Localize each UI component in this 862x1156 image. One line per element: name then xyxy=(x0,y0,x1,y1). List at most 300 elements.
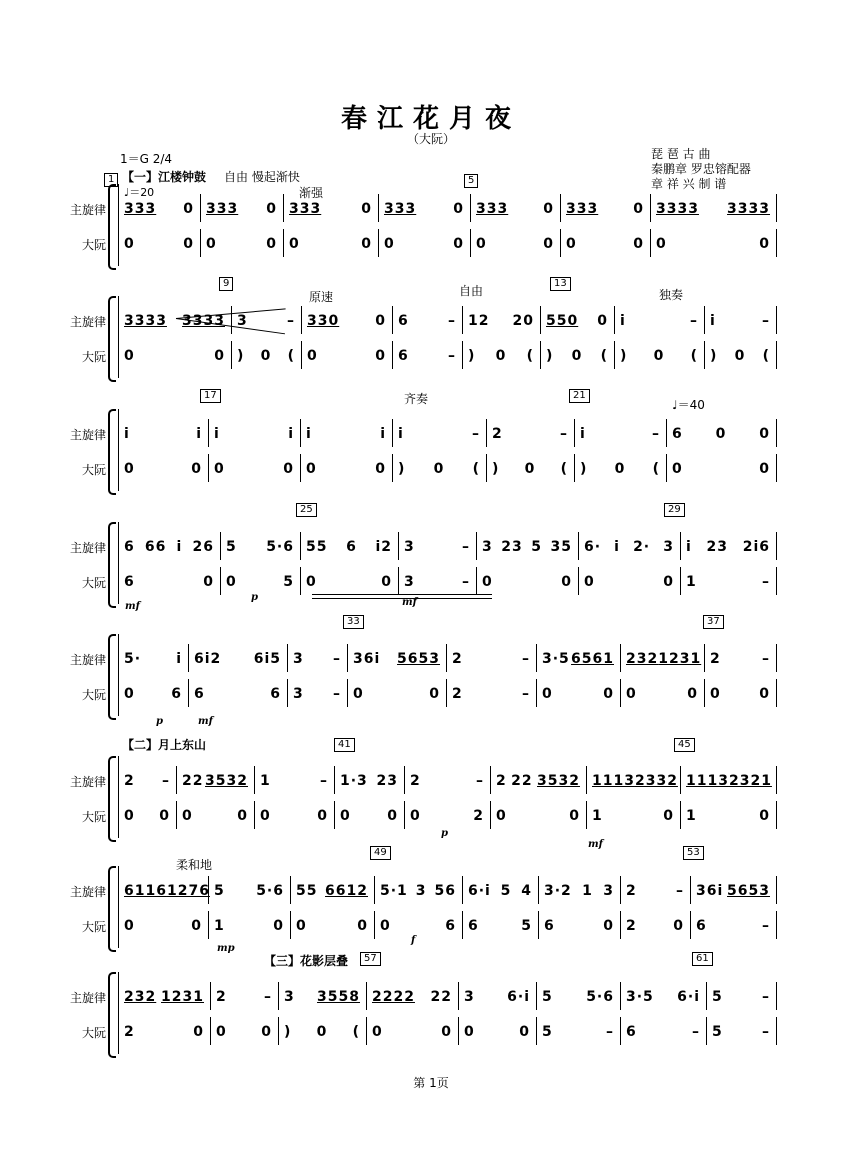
note-group: 66 xyxy=(144,539,167,555)
note-group: 2 xyxy=(626,883,637,899)
barline xyxy=(374,876,375,904)
note-group: i xyxy=(710,313,716,329)
barline xyxy=(301,306,302,334)
system-line xyxy=(118,972,119,1054)
barline xyxy=(176,801,177,829)
note-group: 6 xyxy=(270,686,281,702)
barline xyxy=(776,644,777,672)
melody-measure xyxy=(672,423,770,445)
note-group: – xyxy=(287,313,295,329)
daruan-measure xyxy=(626,683,698,705)
note-group: 0 xyxy=(124,808,135,824)
barline xyxy=(776,679,777,707)
note-group: i xyxy=(580,426,586,442)
note-group: – xyxy=(762,313,770,329)
note-group: 333 xyxy=(566,201,599,217)
barline xyxy=(220,567,221,595)
system-brace xyxy=(108,756,116,842)
note-group: ) xyxy=(237,348,245,364)
note-group: 6 xyxy=(124,574,135,590)
barline xyxy=(536,644,537,672)
note-group: 6561 xyxy=(571,651,614,667)
note-group: 0 xyxy=(656,236,667,252)
note-group: 0 xyxy=(375,313,386,329)
credit-line-2: 秦鹏章 罗忠镕配器 xyxy=(651,162,751,176)
melody-measure xyxy=(626,648,702,670)
barline xyxy=(490,766,491,794)
system-brace xyxy=(108,634,116,720)
barline xyxy=(378,194,379,222)
note-group: 333 xyxy=(289,201,322,217)
daruan-measure xyxy=(182,805,248,827)
note-group: 0 xyxy=(159,808,170,824)
daruan-measure xyxy=(307,345,386,367)
note-group: 1231 xyxy=(161,989,204,1005)
note-group: 1·3 xyxy=(340,773,368,789)
note-group: 1 xyxy=(260,773,271,789)
barline xyxy=(290,876,291,904)
daruan-measure xyxy=(476,233,554,255)
barline xyxy=(392,419,393,447)
note-group: i xyxy=(380,426,386,442)
note-group: 5 xyxy=(542,989,553,1005)
note-group: 2332 xyxy=(634,773,678,789)
melody-measure xyxy=(289,198,372,220)
note-group: 0 xyxy=(283,461,294,477)
part-label-melody: 主旋律 xyxy=(69,203,106,217)
score-subtitle: （大阮） xyxy=(406,132,455,146)
note-group: 0 xyxy=(273,918,284,934)
system-line xyxy=(118,634,119,716)
melody-measure xyxy=(710,648,770,670)
part-label-daruan: 大阮 xyxy=(81,238,106,252)
note-group: 0 xyxy=(307,348,318,364)
note-group: 0 xyxy=(306,574,317,590)
note-group: 22 xyxy=(182,773,204,789)
note-group: i xyxy=(196,426,202,442)
note-group: 2 xyxy=(626,918,637,934)
note-group: 0 xyxy=(759,808,770,824)
barline xyxy=(462,306,463,334)
note-group: 0 xyxy=(124,236,135,252)
note-group: 3 xyxy=(237,313,248,329)
note-group: 0 xyxy=(561,574,572,590)
note-group: 6612 xyxy=(325,883,368,899)
note-group: 1 xyxy=(686,808,697,824)
daruan-measure xyxy=(546,345,608,367)
melody-measure xyxy=(307,310,386,332)
note-group: 2· xyxy=(633,539,651,555)
note-group: – xyxy=(448,313,456,329)
barline xyxy=(536,982,537,1010)
system-brace xyxy=(108,972,116,1058)
note-group: 3333 xyxy=(182,313,225,329)
note-group: 0 xyxy=(261,1024,272,1040)
expression-original-tempo: 原速 xyxy=(309,290,334,304)
melody-measure xyxy=(124,423,202,445)
barline xyxy=(650,194,651,222)
note-group: 1113 xyxy=(686,773,729,789)
dynamic-mark: p xyxy=(441,828,448,839)
daruan-measure xyxy=(626,915,684,937)
daruan-measure xyxy=(124,345,225,367)
note-group: 3 xyxy=(663,539,674,555)
note-group: – xyxy=(762,1024,770,1040)
note-group: 5 xyxy=(500,883,512,899)
barline xyxy=(614,341,615,369)
note-group: i xyxy=(214,426,220,442)
melody-measure xyxy=(542,986,614,1008)
barline xyxy=(374,911,375,939)
daruan-measure xyxy=(620,345,698,367)
measure-number: 57 xyxy=(360,952,381,966)
barline xyxy=(486,419,487,447)
note-group: i xyxy=(176,539,183,555)
note-group: 5·6 xyxy=(586,989,614,1005)
barline xyxy=(490,801,491,829)
note-group: 0 xyxy=(603,918,614,934)
note-group: 0 xyxy=(476,236,487,252)
barline xyxy=(620,982,621,1010)
daruan-measure xyxy=(124,683,182,705)
daruan-measure xyxy=(580,458,660,480)
note-group: 6 xyxy=(544,918,555,934)
daruan-measure xyxy=(206,233,277,255)
melody-measure xyxy=(580,423,660,445)
note-group: 2 xyxy=(216,989,227,1005)
barline xyxy=(560,229,561,257)
note-group: 0 xyxy=(633,236,644,252)
barline xyxy=(620,1017,621,1045)
note-group: 3 xyxy=(482,539,493,555)
dynamic-mark: p xyxy=(251,592,258,603)
melody-measure xyxy=(372,986,452,1008)
note-group: 6 xyxy=(346,539,357,555)
note-group: 0 xyxy=(759,236,770,252)
note-group: 23 xyxy=(376,773,398,789)
note-group: 0 xyxy=(289,236,300,252)
part-label-melody: 主旋律 xyxy=(69,991,106,1005)
note-group: 0 xyxy=(495,348,507,364)
crescendo-line xyxy=(312,594,492,595)
note-group: 5·6 xyxy=(266,539,294,555)
melody-measure xyxy=(216,986,272,1008)
dynamic-mark: f xyxy=(411,935,416,946)
part-label-melody: 主旋律 xyxy=(69,775,106,789)
barline xyxy=(347,679,348,707)
note-group: ) xyxy=(620,348,628,364)
barline xyxy=(278,1017,279,1045)
note-group: 0 xyxy=(214,461,225,477)
note-group: 0 xyxy=(441,1024,452,1040)
note-group: 0 xyxy=(614,461,626,477)
melody-measure xyxy=(584,536,674,558)
note-group: 5 xyxy=(283,574,294,590)
daruan-measure xyxy=(464,1021,530,1043)
melody-measure xyxy=(306,423,386,445)
dynamic-mark: p xyxy=(156,716,163,727)
note-group: 3 xyxy=(284,989,295,1005)
melody-measure xyxy=(260,770,328,792)
note-group: ) xyxy=(284,1024,292,1040)
note-group: 3558 xyxy=(317,989,360,1005)
note-group: 3 xyxy=(404,539,415,555)
note-group: 35 xyxy=(550,539,572,555)
barline xyxy=(446,644,447,672)
note-group: 22 xyxy=(430,989,452,1005)
barline xyxy=(188,679,189,707)
measure-number: 13 xyxy=(550,277,571,291)
note-group: 0 xyxy=(306,461,317,477)
daruan-measure xyxy=(284,1021,360,1043)
note-group: 6· xyxy=(584,539,602,555)
barline xyxy=(398,532,399,560)
note-group: 36i xyxy=(353,651,381,667)
note-group: – xyxy=(690,313,698,329)
barline xyxy=(620,679,621,707)
note-group: – xyxy=(762,989,770,1005)
note-group: ( xyxy=(600,348,608,364)
daruan-measure xyxy=(398,458,480,480)
note-group: 3 xyxy=(404,574,415,590)
note-group: 2i6 xyxy=(742,539,770,555)
measure-number: 41 xyxy=(334,738,355,752)
note-group: 5 xyxy=(531,539,542,555)
measure-number: 49 xyxy=(370,846,391,860)
barline xyxy=(586,766,587,794)
barline xyxy=(404,801,405,829)
note-group: 0 xyxy=(183,201,194,217)
barline xyxy=(620,644,621,672)
note-group: 5 xyxy=(521,918,532,934)
note-group: 0 xyxy=(384,236,395,252)
note-group: ) xyxy=(492,461,500,477)
melody-measure xyxy=(686,536,770,558)
daruan-measure xyxy=(124,805,170,827)
part-label-melody: 主旋律 xyxy=(69,541,106,555)
note-group: 0 xyxy=(715,426,727,442)
note-group: – xyxy=(762,651,770,667)
credit-line-1: 琵 琶 古 曲 xyxy=(651,147,711,161)
daruan-measure xyxy=(712,1021,770,1043)
note-group: 6 xyxy=(626,1024,637,1040)
melody-measure xyxy=(293,648,341,670)
note-group: – xyxy=(472,426,480,442)
note-group: 3532 xyxy=(205,773,248,789)
note-group: 0 xyxy=(626,686,637,702)
note-group: 0 xyxy=(266,236,277,252)
note-group: 333 xyxy=(206,201,239,217)
part-label-daruan: 大阮 xyxy=(81,688,106,702)
note-group: 3 xyxy=(464,989,475,1005)
note-group: 2 xyxy=(124,1024,135,1040)
dynamic-mark: mf xyxy=(125,601,140,612)
melody-measure xyxy=(226,536,294,558)
note-group: 0 xyxy=(543,236,554,252)
note-group: 6116 xyxy=(124,883,167,899)
note-group: 23 xyxy=(501,539,523,555)
note-group: 0 xyxy=(260,348,272,364)
note-group: 0 xyxy=(710,686,721,702)
daruan-measure xyxy=(468,345,534,367)
note-group: 0 xyxy=(524,461,536,477)
barline xyxy=(210,982,211,1010)
melody-measure xyxy=(237,310,295,332)
system-line xyxy=(118,184,119,266)
part-label-daruan: 大阮 xyxy=(81,350,106,364)
measure-number: 17 xyxy=(200,389,221,403)
barline xyxy=(458,982,459,1010)
section-heading-3: 【三】花影层叠 xyxy=(264,954,349,968)
melody-measure xyxy=(306,536,392,558)
daruan-measure xyxy=(237,345,295,367)
note-group: 232 xyxy=(626,651,659,667)
daruan-measure xyxy=(306,571,392,593)
barline xyxy=(366,1017,367,1045)
barline xyxy=(300,454,301,482)
barline xyxy=(650,229,651,257)
melody-measure xyxy=(124,880,210,902)
note-group: – xyxy=(462,539,470,555)
note-group: 3 xyxy=(293,686,304,702)
dynamic-mark: mf xyxy=(198,716,213,727)
barline xyxy=(776,801,777,829)
note-group: 0 xyxy=(566,236,577,252)
melody-measure xyxy=(340,770,398,792)
melody-measure xyxy=(686,770,770,792)
note-group: ( xyxy=(762,348,770,364)
note-group: 333 xyxy=(476,201,509,217)
daruan-measure xyxy=(398,345,456,367)
barline xyxy=(690,911,691,939)
daruan-measure xyxy=(584,571,674,593)
barline xyxy=(290,911,291,939)
note-group: 6·i xyxy=(468,883,491,899)
note-group: 0 xyxy=(357,918,368,934)
barline xyxy=(392,454,393,482)
note-group: 23 xyxy=(706,539,728,555)
barline xyxy=(776,194,777,222)
note-group: 5 xyxy=(712,989,723,1005)
note-group: – xyxy=(333,686,341,702)
note-group: 2 xyxy=(452,686,463,702)
note-group: 36i xyxy=(696,883,724,899)
barline xyxy=(586,801,587,829)
note-group: 0 xyxy=(191,918,202,934)
melody-measure xyxy=(398,423,480,445)
barline xyxy=(666,419,667,447)
barline xyxy=(776,454,777,482)
measure-number: 45 xyxy=(674,738,695,752)
daruan-measure xyxy=(592,805,674,827)
note-group: 550 xyxy=(546,313,579,329)
note-group: 0 xyxy=(759,426,770,442)
note-group: – xyxy=(560,426,568,442)
credit-line-3: 章 祥 兴 制 谱 xyxy=(651,177,727,191)
barline xyxy=(334,766,335,794)
barline xyxy=(287,644,288,672)
melody-measure xyxy=(206,198,277,220)
system-brace xyxy=(108,522,116,608)
note-group: – xyxy=(162,773,170,789)
note-group: ( xyxy=(652,461,660,477)
barline xyxy=(404,766,405,794)
daruan-measure xyxy=(353,683,440,705)
note-group: – xyxy=(320,773,328,789)
note-group: – xyxy=(762,574,770,590)
melody-measure xyxy=(476,198,554,220)
melody-measure xyxy=(194,648,281,670)
daruan-measure xyxy=(696,915,770,937)
part-label-daruan: 大阮 xyxy=(81,1026,106,1040)
note-group: 22 xyxy=(511,773,533,789)
note-group: 3·2 xyxy=(544,883,572,899)
daruan-measure xyxy=(372,1021,452,1043)
note-group: 330 xyxy=(307,313,340,329)
daruan-measure xyxy=(542,1021,614,1043)
note-group: 5· xyxy=(124,651,142,667)
note-group: 6 xyxy=(398,313,409,329)
melody-measure xyxy=(712,986,770,1008)
daruan-measure xyxy=(482,571,572,593)
note-group: 5 xyxy=(214,883,225,899)
barline xyxy=(208,419,209,447)
barline xyxy=(536,679,537,707)
note-group: – xyxy=(762,918,770,934)
note-group: 6 xyxy=(398,348,409,364)
part-label-melody: 主旋律 xyxy=(69,428,106,442)
barline xyxy=(704,341,705,369)
note-group: 1 xyxy=(582,883,593,899)
note-group: ) xyxy=(580,461,588,477)
note-group: 6 xyxy=(468,918,479,934)
barline xyxy=(210,1017,211,1045)
note-group: 0 xyxy=(191,461,202,477)
note-group: 6i2 xyxy=(194,651,222,667)
note-group: 2 xyxy=(496,773,507,789)
note-group: 0 xyxy=(372,1024,383,1040)
barline xyxy=(680,567,681,595)
melody-measure xyxy=(710,310,770,332)
note-group: 6 xyxy=(124,539,135,555)
daruan-measure xyxy=(626,1021,700,1043)
barline xyxy=(378,229,379,257)
melody-measure xyxy=(284,986,360,1008)
note-group: – xyxy=(676,883,684,899)
melody-measure xyxy=(384,198,464,220)
melody-measure xyxy=(592,770,678,792)
note-group: 6 xyxy=(171,686,182,702)
note-group: 3333 xyxy=(727,201,770,217)
expression-solo: 独奏 xyxy=(659,288,684,302)
part-label-melody: 主旋律 xyxy=(69,885,106,899)
daruan-measure xyxy=(710,345,770,367)
barline xyxy=(578,532,579,560)
barline xyxy=(301,341,302,369)
measure-number: 1 xyxy=(104,173,118,187)
barline xyxy=(462,911,463,939)
melody-measure xyxy=(124,648,182,670)
note-group: 1231 xyxy=(658,651,702,667)
system-brace xyxy=(108,409,116,495)
note-group: 0 xyxy=(759,461,770,477)
note-group: 0 xyxy=(182,808,193,824)
daruan-measure xyxy=(124,571,214,593)
note-group: 55 xyxy=(306,539,328,555)
barline xyxy=(200,194,201,222)
daruan-measure xyxy=(260,805,328,827)
barline xyxy=(574,419,575,447)
